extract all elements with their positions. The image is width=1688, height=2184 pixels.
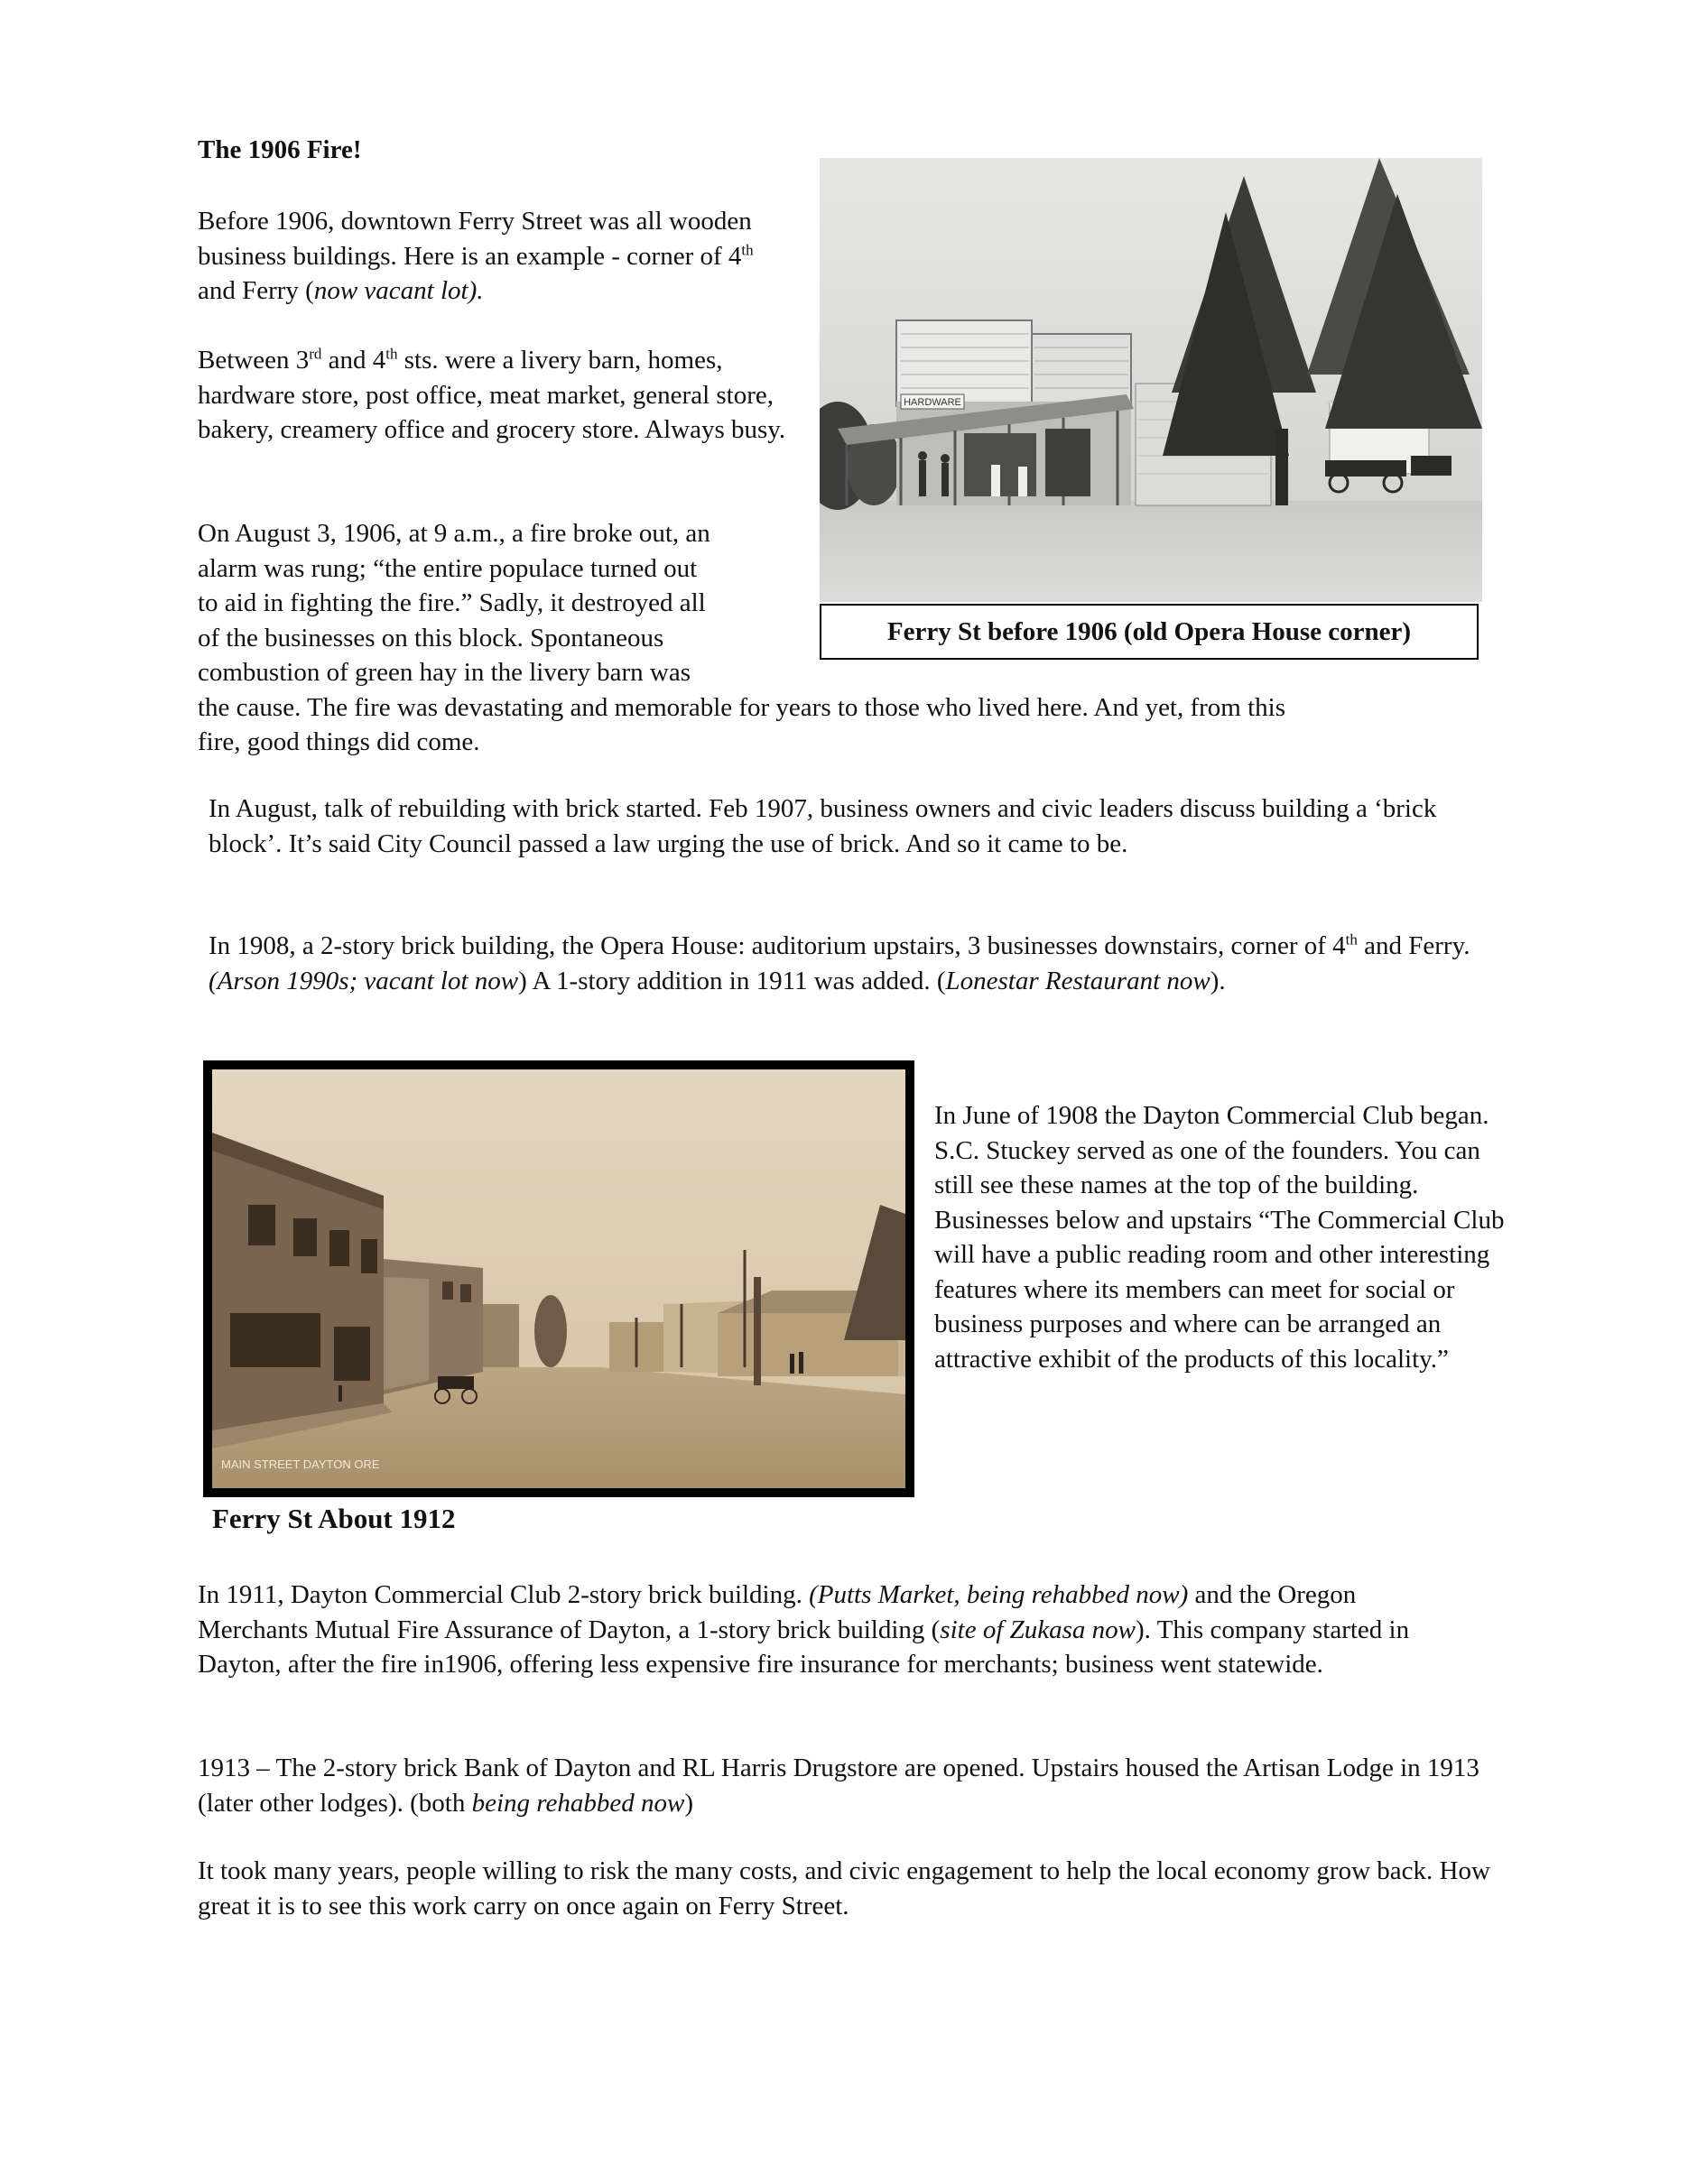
fire-paragraph: On August 3, 1906, at 9 a.m., a fire broke out, an alarm was rung; “the entire populace turned out to aid in fighting the fire.” Sadly, it destroyed all of the businesses on this block. Spontaneous combustion of green hay in the livery barn was the cause. The fire was devastating and memorable for years to those who lived here. And yet, from this fire, good things did come.: [198, 519, 1286, 756]
commercial-club-paragraph: In June of 1908 the Dayton Commercial Club began. S.C. Stuckey served as one of the founders. You can still see these names at the top of the building. Businesses below and upstairs “The Commercial Club will have a public reading room and other interesting features where its members can meet for social or business purposes and where can be arranged an attractive exhibit of the products of this locality.”: [934, 1101, 1505, 1374]
street-1912-photo: [212, 1069, 905, 1488]
rebuild-paragraph: In August, talk of rebuilding with brick started. Feb 1907, business owners and civic leaders discuss building a ‘brick block’. It’s said City Council passed a law urging the use of brick. And so it came to be.: [209, 794, 1437, 858]
intro-paragraph-1: Before 1906, downtown Ferry Street was all wooden business buildings. Here is an example - corner of 4th and Ferry (now vacant lot).: [198, 207, 754, 305]
opera-house-paragraph: In 1908, a 2-story brick building, the Opera House: auditorium upstairs, 3 businesses downstairs, corner of 4th and Ferry. (Arson 1990s; vacant lot now) A 1-story addition in 1911 was added. (Lonestar Restaurant now).: [209, 930, 1470, 995]
closing-paragraph: It took many years, people willing to risk the many costs, and civic engagement to help the local economy grow back. How great it is to see this work carry on once again on Ferry Street.: [198, 1856, 1490, 1920]
svg-text:MAIN STREET DAYTON ORE: MAIN STREET DAYTON ORE: [221, 1458, 380, 1471]
photo-caption: Ferry St before 1906 (old Opera House corner): [820, 604, 1479, 660]
street-1912-photo-frame: [203, 1060, 914, 1497]
svg-text:HARDWARE: HARDWARE: [904, 397, 961, 408]
page-title: The 1906 Fire!: [198, 135, 362, 164]
commercial-building-paragraph: In 1911, Dayton Commercial Club 2-story brick building. (Putts Market, being rehabbed now) and the Oregon Merchants Mutual Fire Assurance of Dayton, a 1-story brick building (site of Zukasa now). This company started in Dayton, after the fire in1906, offering less expensive fire insurance for merchants; business went statewide.: [198, 1580, 1410, 1679]
intro-paragraph-2: Between 3rd and 4th sts. were a livery barn, homes, hardware store, post office, meat market, general store, bakery, creamery office and grocery store. Always busy.: [198, 345, 786, 444]
photo-caption-1912: Ferry St About 1912: [212, 1503, 456, 1534]
bank-paragraph: 1913 – The 2-story brick Bank of Dayton and RL Harris Drugstore are opened. Upstairs housed the Artisan Lodge in 1913 (later other lodges). (both being rehabbed now): [198, 1754, 1479, 1818]
hardware-store-photo: [820, 158, 1482, 602]
